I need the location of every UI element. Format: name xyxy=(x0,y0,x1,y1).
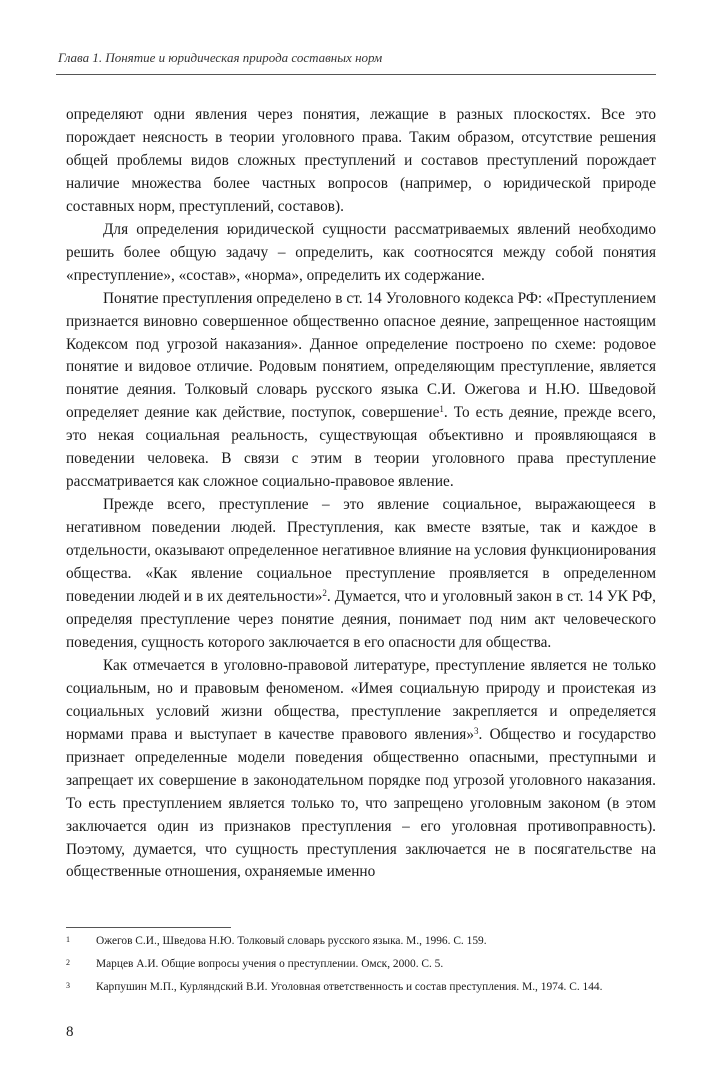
paragraph-1 xyxy=(66,104,656,219)
footnote-3-text: Карпушин М.П., Курляндский В.И. Уголовная ответственность и состав преступления. М., 1974. С. 144. xyxy=(96,981,603,993)
header-divider xyxy=(56,74,656,75)
footnote-ref-3[interactable]: 3 xyxy=(473,725,479,736)
running-head-title: Глава 1. Понятие и юридическая природа составных норм xyxy=(58,50,383,65)
paragraph-4-text-end: . Думается, что и уголовный закон в ст. 14 УК РФ, определяя преступление через понятие деяния, понимает под ним акт человеческого поведения, сущность которого заключается в его опасности для общества. xyxy=(66,588,656,651)
main-text xyxy=(66,104,656,884)
footnote-2 xyxy=(66,957,656,972)
footnote-2-text: Марцев А.И. Общие вопросы учения о преступлении. Омск, 2000. С. 5. xyxy=(96,958,444,970)
footnote-3-mark: 3 xyxy=(66,981,70,990)
paragraph-5-text-start: Как отмечается в уголовно-правовой литературе, преступление является не только социальным, но и правовым феноменом. «Имея социальную природу и проистекая из социальных условий жизни общества, преступление закрепляется и определяется нормами права и выступает в качестве правового явления» xyxy=(66,656,656,743)
paragraph-3 xyxy=(66,288,656,495)
paragraph-3-text-end: . То есть деяние, прежде всего, это некая социальная реальность, существующая объективно и проявляющаяся в поведении человека. В связи с этим в теории уголовного права преступление рассматривается как сложное социально-правовое явление. xyxy=(66,404,656,491)
footnote-ref-1[interactable]: 1 xyxy=(439,404,444,415)
footnote-1-mark: 1 xyxy=(66,935,70,944)
footnote-ref-2[interactable]: 2 xyxy=(322,588,327,599)
footnote-3 xyxy=(66,980,656,995)
footnote-2-mark: 2 xyxy=(66,958,70,967)
paragraph-4-text-start: Прежде всего, преступление – это явление социальное, выражающееся в негативном поведении людей. Преступления, как вместе взятые, так и каждое в отдельности, оказывают определенное негативное влияние на условия функционирования общества. «Как явление социальное преступление проявляется в определенном поведении людей и в их деятельности» xyxy=(66,496,656,606)
paragraph-2-text: Для определения юридической сущности рассматриваемых явлений необходимо решить более общую задачу – определить, как соотносятся между собой понятия «преступление», «состав», «норма», определить их содержание. xyxy=(66,220,656,284)
paragraph-4 xyxy=(66,494,656,655)
page-number: 8 xyxy=(66,1024,74,1040)
footnote-divider xyxy=(66,927,231,928)
footnote-1-text: Ожегов С.И., Шведова Н.Ю. Толковый словарь русского языка. М., 1996. С. 159. xyxy=(96,935,487,947)
paragraph-5-text-end: . Общество и государство признает определенные модели поведения общественно опасными, преступными и запрещает их совершение в законодательном порядке под угрозой уголовного наказания. То есть преступлением является только то, что запрещено уголовным законом (в этом заключается один из признаков преступления – его уголовная противоправность). Поэтому, думается, что сущность преступления заключается не в посягательстве на общественные отношения, охраняемые именно xyxy=(66,725,656,881)
paragraph-5 xyxy=(66,655,656,885)
paragraph-3-text-start: Понятие преступления определено в ст. 14 Уголовного кодекса РФ: «Преступлением признается виновно совершенное общественно опасное деяние, запрещенное настоящим Кодексом под угрозой наказания». Данное определение построено по схеме: родовое понятие и видовое отличие. Родовым понятием, определяющим преступление, является понятие деяния. Толковый словарь русского языка С.И. Ожегова и Н.Ю. Шведовой определяет деяние как действие, поступок, совершение xyxy=(66,289,656,422)
footnote-1 xyxy=(66,934,656,949)
paragraph-2 xyxy=(66,219,656,288)
footnotes xyxy=(66,934,656,1003)
paragraph-1-text: определяют одни явления через понятия, лежащие в разных плоскостях. Все это порождает неясность в теории уголовного права. Таким образом, отсутствие решения общей проблемы видов сложных преступлений и составов преступлений порождает наличие множества более частных вопросов (например, о юридической природе составных норм, преступлений, составов). xyxy=(66,106,656,215)
